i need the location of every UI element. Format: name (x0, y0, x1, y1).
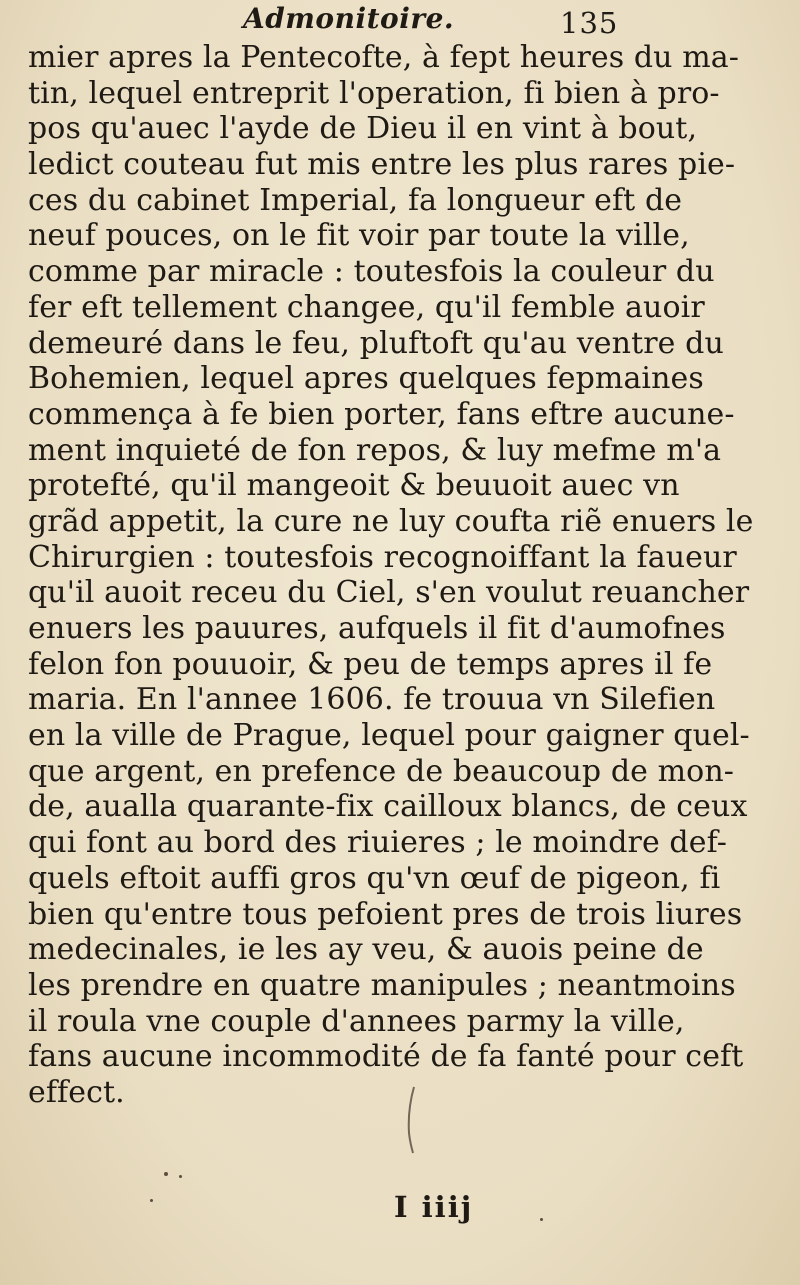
text-line: effect. (28, 1074, 125, 1110)
text-line: enuers les pauures, aufquels il fit d'aumofnes (28, 611, 726, 646)
ink-speck (164, 1172, 168, 1176)
text-line: ment inquieté de fon repos, & luy mefme m'a (28, 432, 722, 468)
text-line: commença à fe bien porter, fans eftre aucune- (28, 396, 735, 432)
page-number: 135 (560, 6, 619, 40)
text-line: Bohemien, lequel apres quelques fepmaines (28, 361, 704, 397)
text-line: fer eft tellement changee, qu'il femble auoir (28, 289, 705, 325)
text-line: de, aualla quarante-fix cailloux blancs, de ceux (28, 789, 748, 825)
running-head-title: Admonitoire. (243, 2, 455, 35)
signature-mark: I iiij (394, 1190, 474, 1224)
text-line: protefté, qu'il mangeoit & beuuoit auec vn (28, 468, 680, 504)
text-line: ledict couteau fut mis entre les plus rares pie- (28, 147, 736, 183)
text-line: en la ville de Prague, lequel pour gaigner quel- (28, 718, 750, 754)
text-line: grãd appetit, la cure ne luy coufta riẽ enuers le (28, 503, 754, 539)
running-head (0, 2, 800, 40)
ink-stroke-icon (404, 1085, 418, 1155)
ink-speck (179, 1175, 182, 1178)
text-line: il roula vne couple d'annees parmy la ville, (28, 1003, 685, 1039)
text-line: pos qu'auec l'ayde de Dieu il en vint à bout, (28, 111, 698, 147)
text-line: fans aucune incommodité de fa fanté pour ceft (28, 1039, 744, 1075)
text-line: tin, lequel entreprit l'operation, fi bien à pro- (28, 75, 720, 111)
text-line: felon fon pouuoir, & peu de temps apres il fe (28, 646, 713, 682)
text-line: bien qu'entre tous pefoient pres de trois liures (28, 896, 743, 932)
text-line: que argent, en prefence de beaucoup de mon- (28, 753, 734, 789)
body-text (28, 40, 780, 1111)
text-line: comme par miracle : toutesfois la couleur du (28, 254, 715, 290)
text-line: les prendre en quatre manipules ; neantmoins (28, 967, 736, 1003)
text-line: medecinales, ie les ay veu, & auois peine de (28, 932, 704, 968)
ink-speck (540, 1218, 543, 1221)
text-line: maria. En l'annee 1606. fe trouua vn Silefien (28, 682, 716, 718)
text-line: ces du cabinet Imperial, fa longueur eft de (28, 182, 683, 218)
text-line: qui font au bord des riuieres ; le moindre def- (28, 825, 727, 861)
ink-speck (150, 1199, 153, 1202)
text-line: Chirurgien : toutesfois recognoiffant la faueur (28, 539, 737, 575)
text-line: mier apres la Pentecofte, à fept heures du ma- (28, 40, 740, 75)
text-line: quels eftoit auffi gros qu'vn œuf de pigeon, fi (28, 860, 721, 896)
ink-stroke-mark (404, 1085, 418, 1155)
text-line: demeuré dans le feu, pluftoft qu'au ventre du (28, 325, 724, 361)
text-line: qu'il auoit receu du Ciel, s'en voulut reuancher (28, 575, 750, 611)
text-line: neuf pouces, on le fit voir par toute la ville, (28, 218, 690, 254)
